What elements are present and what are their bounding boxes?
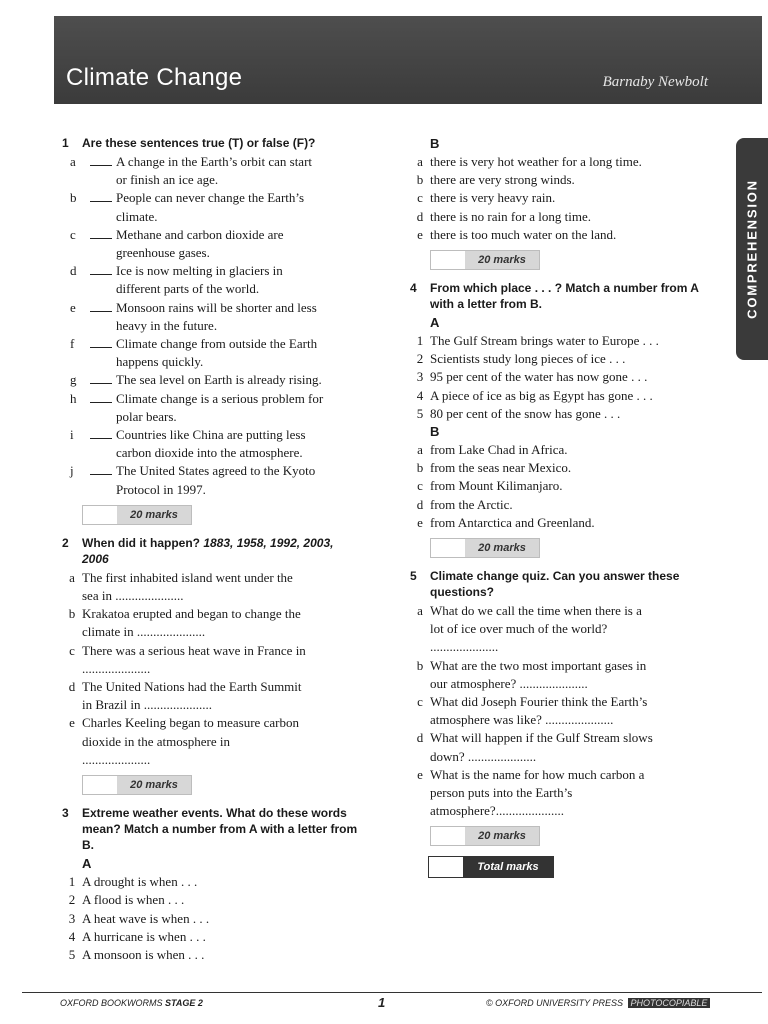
question-2-heading	[62, 535, 362, 567]
list-item	[62, 569, 362, 605]
item-line: Climate change from outside the Earth	[116, 336, 318, 352]
list-a	[62, 873, 362, 964]
marks-score-field[interactable]	[83, 506, 117, 524]
list-item	[62, 153, 362, 189]
item-text: 95 per cent of the water has now gone . . .	[430, 369, 648, 385]
item-letter: g	[70, 372, 77, 388]
list-item	[62, 714, 362, 769]
question-number: 5	[410, 569, 417, 584]
footer-series	[60, 998, 203, 1008]
item-line: dioxide in the atmosphere in	[82, 733, 231, 749]
item-line: .....................	[430, 639, 499, 655]
quiz-list	[410, 602, 720, 820]
list-item	[62, 226, 362, 262]
list-item	[62, 335, 362, 371]
marks-label: 20 marks	[465, 827, 539, 845]
item-text: The Gulf Stream brings water to Europe . . .	[430, 333, 659, 349]
item-letter: c	[69, 642, 75, 658]
question-5	[410, 568, 720, 846]
item-line: atmosphere?.....................	[430, 803, 564, 819]
item-letter: f	[70, 336, 75, 352]
item-letter: b	[416, 460, 424, 476]
date-list	[62, 569, 362, 769]
item-text	[430, 693, 720, 729]
item-line: Countries like China are putting less	[116, 427, 306, 443]
list-item	[62, 928, 362, 946]
item-line: heavy in the future.	[116, 317, 218, 333]
item-letter: c	[417, 694, 423, 710]
marks-box	[430, 826, 540, 846]
item-text	[430, 766, 720, 821]
item-line: lot of ice over much of the world?	[430, 621, 608, 637]
answer-blank[interactable]	[90, 189, 112, 202]
item-text	[116, 262, 362, 298]
item-line: greenhouse gases.	[116, 245, 210, 261]
list-item	[410, 189, 720, 207]
list-item	[410, 441, 720, 459]
list-item	[410, 729, 720, 765]
item-letter: 2	[416, 351, 424, 367]
item-text: A piece of ice as big as Egypt has gone . . .	[430, 387, 653, 403]
item-letter: d	[416, 208, 424, 224]
item-line: Krakatoa erupted and began to change the	[82, 606, 301, 622]
item-line: in Brazil in .....................	[82, 697, 212, 713]
question-number: 4	[410, 281, 417, 296]
marks-score-field[interactable]	[431, 827, 465, 845]
item-line: What will happen if the Gulf Stream slows	[430, 730, 653, 746]
item-line: .....................	[82, 751, 151, 767]
item-text: A heat wave is when . . .	[82, 910, 210, 926]
item-line: Climate change is a serious problem for	[116, 390, 324, 406]
list-item	[410, 459, 720, 477]
item-letter: e	[417, 514, 423, 530]
item-line: our atmosphere? .....................	[430, 675, 588, 691]
item-letter: 4	[416, 387, 424, 403]
item-text: A drought is when . . .	[82, 874, 198, 890]
list-item	[410, 171, 720, 189]
question-1	[62, 135, 362, 525]
footer-publisher	[486, 998, 710, 1008]
item-letter: a	[69, 569, 75, 585]
list-item	[410, 657, 720, 693]
item-letter: i	[70, 427, 74, 443]
section-tab	[736, 138, 768, 360]
item-text: 80 per cent of the snow has gone . . .	[430, 405, 621, 421]
item-text: A hurricane is when . . .	[82, 928, 206, 944]
item-line: Methane and carbon dioxide are	[116, 226, 284, 242]
item-letter: d	[416, 730, 424, 746]
section-tab-label: COMPREHENSION	[744, 179, 760, 319]
answer-blank[interactable]	[90, 226, 112, 239]
answer-blank[interactable]	[90, 390, 112, 403]
marks-score-field[interactable]	[431, 251, 465, 269]
list-item	[410, 368, 720, 386]
list-item	[62, 605, 362, 641]
question-5-heading	[410, 568, 720, 600]
item-letter: a	[417, 154, 423, 169]
item-line: What is the name for how much carbon a	[430, 766, 645, 782]
marks-box	[430, 538, 540, 558]
page-number: 1	[378, 995, 386, 1010]
list-b	[410, 153, 720, 244]
item-text	[116, 189, 362, 225]
answer-blank[interactable]	[90, 262, 112, 275]
item-line: People can never change the Earth’s	[116, 190, 305, 206]
item-letter: 3	[68, 910, 76, 926]
item-letter: c	[417, 478, 423, 494]
item-text	[82, 714, 362, 769]
question-4-heading	[410, 280, 720, 312]
item-letter: b	[70, 190, 77, 206]
item-letter: d	[68, 679, 76, 695]
item-text: from Lake Chad in Africa.	[430, 442, 568, 458]
item-text	[82, 605, 362, 641]
list-a	[410, 332, 720, 423]
item-line: The United Nations had the Earth Summit	[82, 679, 302, 695]
list-item	[410, 226, 720, 244]
list-a-label: A	[430, 315, 440, 331]
list-item	[62, 462, 362, 498]
item-text	[430, 729, 720, 765]
marks-score-field[interactable]	[431, 539, 465, 557]
item-line: person puts into the Earth’s	[430, 785, 573, 801]
list-item	[62, 873, 362, 891]
item-line: polar bears.	[116, 408, 177, 424]
item-letter: d	[70, 263, 77, 279]
item-letter: 1	[416, 333, 424, 349]
question-3-continued	[410, 135, 720, 270]
total-marks-label: Total marks	[477, 861, 539, 874]
page-header	[54, 16, 762, 104]
question-prompt: From which place . . . ? Match a number from A with a letter from B.	[430, 281, 699, 312]
list-item	[410, 405, 720, 423]
item-letter: d	[416, 496, 424, 512]
item-text	[82, 678, 362, 714]
item-line: The sea level on Earth is already rising.	[116, 372, 322, 388]
item-text	[116, 335, 362, 371]
item-letter: a	[417, 603, 423, 619]
list-item	[62, 642, 362, 678]
item-line: climate.	[116, 208, 158, 224]
marks-label: 20 marks	[465, 251, 539, 269]
item-line: What do we call the time when there is a	[430, 603, 642, 619]
item-text	[430, 602, 720, 657]
list-item	[410, 514, 720, 532]
answer-blank[interactable]	[90, 299, 112, 312]
item-letter: b	[416, 657, 424, 673]
item-line: There was a serious heat wave in France in	[82, 642, 306, 658]
item-line: .....................	[82, 660, 151, 676]
marks-label: 20 marks	[117, 506, 191, 524]
answer-blank[interactable]	[90, 153, 112, 166]
item-line: The United States agreed to the Kyoto	[116, 463, 316, 479]
item-letter: b	[416, 172, 424, 188]
marks-label: 20 marks	[117, 776, 191, 794]
answer-blank[interactable]	[90, 335, 112, 348]
right-column	[410, 135, 720, 878]
item-letter: 5	[68, 946, 76, 962]
item-letter: e	[70, 299, 76, 315]
item-letter: h	[70, 390, 77, 406]
list-item	[410, 387, 720, 405]
item-line: Ice is now melting in glaciers in	[116, 263, 283, 279]
list-item	[62, 390, 362, 426]
item-text	[82, 569, 362, 605]
list-item	[62, 262, 362, 298]
item-line: Charles Keeling began to measure carbon	[82, 715, 299, 731]
item-letter: c	[417, 190, 423, 206]
list-item	[410, 602, 720, 657]
item-text	[116, 462, 362, 498]
answer-blank[interactable]	[90, 462, 112, 475]
item-letter: 3	[416, 369, 424, 385]
item-line: sea in .....................	[82, 588, 184, 604]
item-text: A flood is when . . .	[82, 892, 185, 908]
series-name: OXFORD BOOKWORMS	[60, 998, 163, 1008]
item-text: A monsoon is when . . .	[82, 946, 205, 962]
item-text: from the Arctic.	[430, 496, 513, 512]
item-letter: 4	[68, 928, 76, 944]
list-item	[410, 332, 720, 350]
question-prompt: When did it happen?	[82, 535, 200, 550]
list-item	[410, 766, 720, 821]
list-item	[410, 153, 720, 171]
list-item	[410, 496, 720, 514]
question-2	[62, 535, 362, 795]
list-b	[410, 441, 720, 532]
marks-box	[430, 250, 540, 270]
total-marks-box	[428, 856, 554, 878]
question-3	[62, 805, 362, 964]
item-line: down? .....................	[430, 748, 537, 764]
item-letter: 5	[416, 405, 424, 421]
item-text: there is very hot weather for a long time.	[430, 154, 642, 169]
item-letter: a	[417, 442, 423, 458]
item-line: or finish an ice age.	[116, 172, 219, 188]
list-item	[62, 189, 362, 225]
year-options: 1883, 1958, 1992, 2003, 2006	[82, 535, 334, 566]
item-letter: b	[68, 606, 76, 622]
list-item	[62, 891, 362, 909]
item-line: Monsoon rains will be shorter and less	[116, 299, 317, 315]
question-prompt: Extreme weather events. What do these words mean? Match a number from A with a letter from B.	[82, 806, 358, 853]
item-line: climate in .....................	[82, 624, 206, 640]
answer-blank[interactable]	[90, 426, 112, 439]
list-item	[62, 426, 362, 462]
stage-label: STAGE 2	[165, 998, 203, 1008]
item-text	[430, 657, 720, 693]
list-a-label: A	[82, 856, 92, 872]
list-item	[62, 946, 362, 964]
item-line: Protocol in 1997.	[116, 481, 206, 497]
item-letter: a	[70, 154, 76, 169]
marks-box	[82, 775, 192, 795]
list-b-label: B	[430, 136, 440, 151]
question-prompt: Are these sentences true (T) or false (F)?	[82, 136, 316, 150]
item-text	[116, 299, 362, 335]
list-item	[410, 477, 720, 495]
list-item	[410, 208, 720, 226]
marks-box	[82, 505, 192, 525]
item-text: from Antarctica and Greenland.	[430, 514, 595, 530]
item-letter: 1	[68, 874, 76, 890]
item-text: there is very heavy rain.	[430, 190, 556, 206]
item-letter: c	[70, 226, 76, 242]
item-text: from the seas near Mexico.	[430, 460, 572, 476]
item-line: different parts of the world.	[116, 281, 260, 297]
author-name: Barnaby Newbolt	[602, 74, 708, 90]
list-item	[62, 299, 362, 335]
item-line: carbon dioxide into the atmosphere.	[116, 445, 303, 461]
list-item	[62, 371, 362, 389]
list-b-label: B	[430, 424, 440, 440]
item-letter: e	[417, 766, 423, 782]
item-text: there are very strong winds.	[430, 172, 575, 188]
item-line: happens quickly.	[116, 354, 204, 370]
item-text	[116, 153, 362, 189]
list-item	[410, 693, 720, 729]
marks-label: 20 marks	[465, 539, 539, 557]
question-number: 2	[62, 535, 69, 550]
list-item	[410, 350, 720, 368]
item-line: atmosphere was like? .....................	[430, 712, 614, 728]
list-item	[62, 910, 362, 928]
question-4	[410, 280, 720, 558]
photocopiable-badge: PHOTOCOPIABLE	[628, 998, 711, 1008]
total-score-field[interactable]	[429, 857, 463, 877]
publisher-name: © OXFORD UNIVERSITY PRESS	[486, 998, 623, 1008]
item-letter: e	[417, 226, 423, 242]
footer-divider	[22, 992, 762, 993]
item-text: Scientists study long pieces of ice . . .	[430, 351, 626, 367]
list-item	[62, 678, 362, 714]
item-line: What did Joseph Fourier think the Earth’s	[430, 694, 648, 710]
item-text	[116, 371, 362, 389]
question-number: 3	[62, 806, 69, 821]
page-title: Climate Change	[66, 64, 243, 91]
item-text	[116, 390, 362, 426]
item-text: there is no rain for a long time.	[430, 208, 592, 224]
question-prompt: Climate change quiz. Can you answer these questions?	[430, 569, 680, 600]
item-text	[116, 226, 362, 262]
item-line: The first inhabited island went under the	[82, 569, 293, 585]
item-letter: 2	[68, 892, 76, 908]
marks-score-field[interactable]	[83, 776, 117, 794]
item-text: there is too much water on the land.	[430, 226, 617, 242]
true-false-list	[62, 153, 362, 499]
item-text	[82, 642, 362, 678]
question-number: 1	[62, 136, 69, 150]
question-3-heading	[62, 805, 362, 853]
item-letter: j	[70, 463, 74, 479]
item-text	[116, 426, 362, 462]
question-1-heading	[62, 135, 362, 151]
left-column	[62, 135, 362, 970]
answer-blank[interactable]	[90, 371, 112, 384]
item-line: A change in the Earth’s orbit can start	[116, 154, 313, 169]
item-line: What are the two most important gases in	[430, 657, 647, 673]
item-text: from Mount Kilimanjaro.	[430, 478, 563, 494]
item-letter: e	[69, 715, 75, 731]
